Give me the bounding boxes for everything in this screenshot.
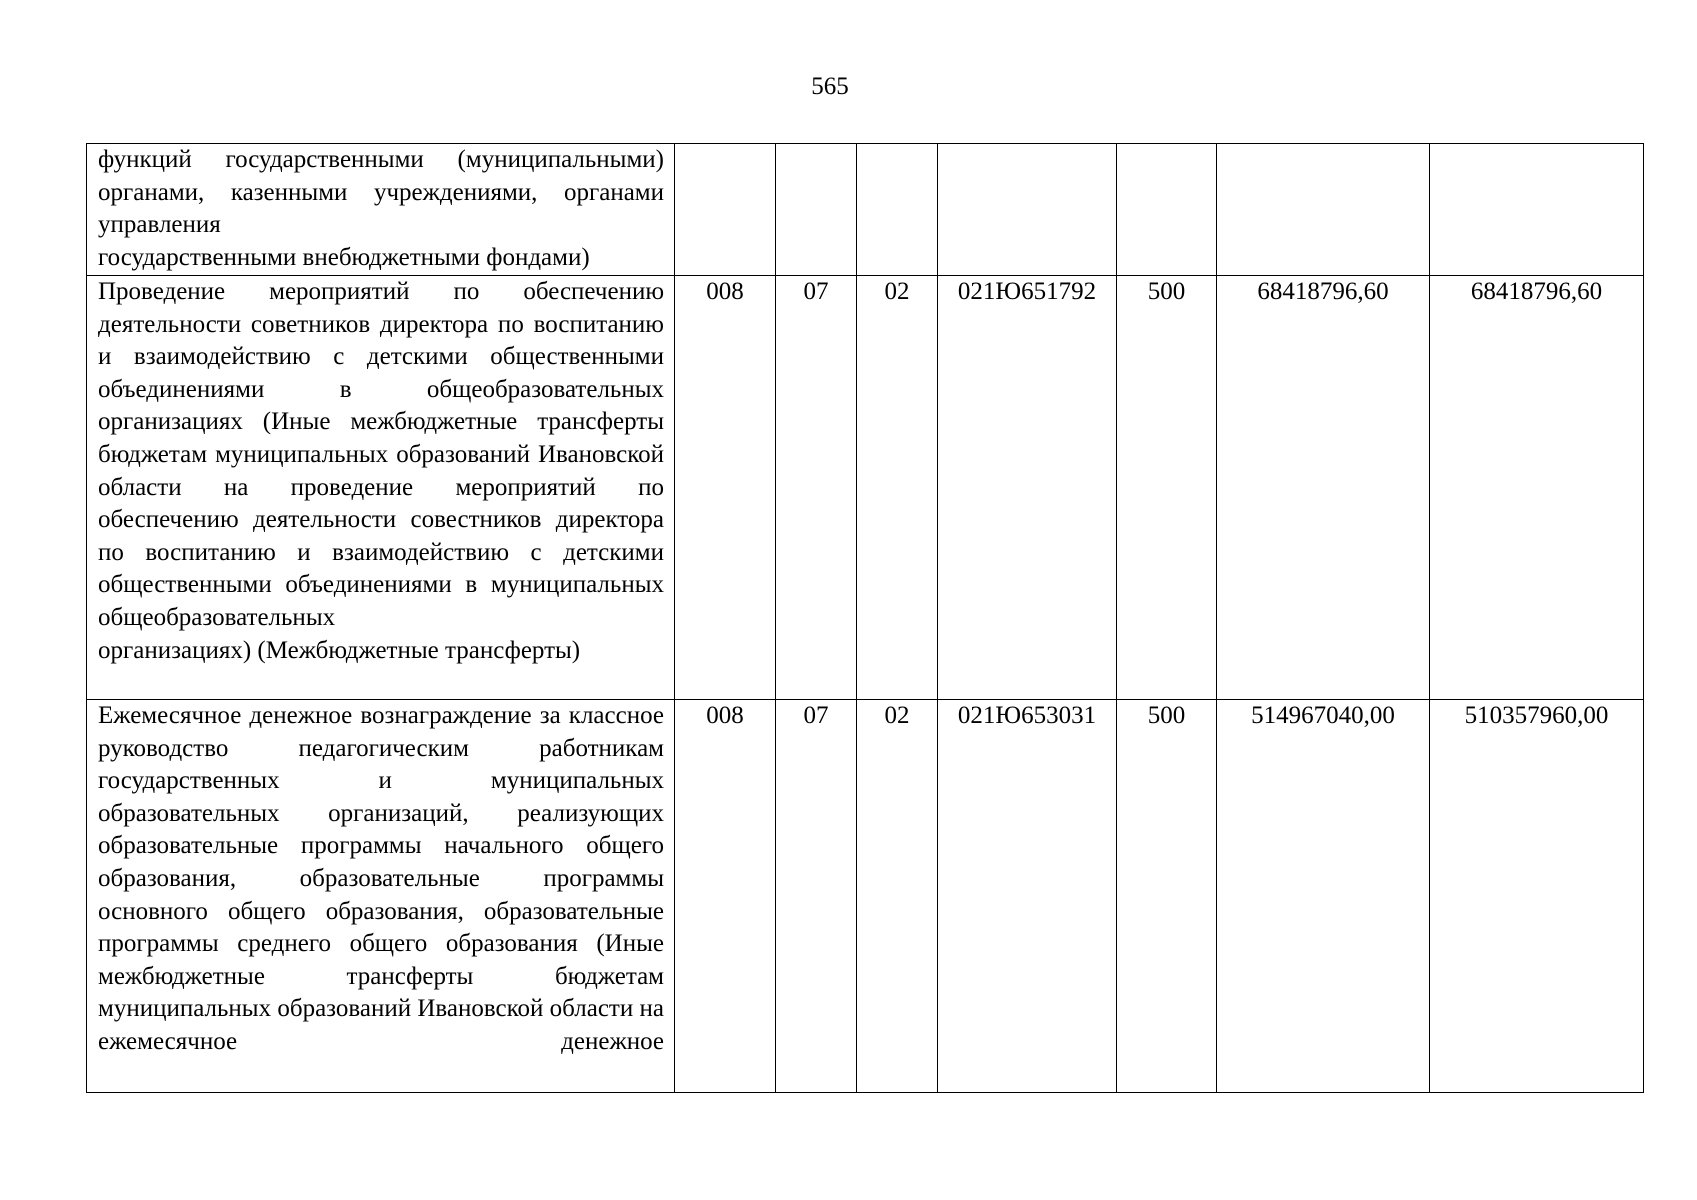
- ministry-code: [675, 144, 776, 276]
- amount-1: 68418796,60: [1217, 276, 1430, 700]
- subsection-code: 02: [857, 700, 938, 1093]
- amount-2: 68418796,60: [1430, 276, 1644, 700]
- expense-type-code: 500: [1117, 700, 1217, 1093]
- description-last-line: организациях) (Межбюджетные трансферты): [98, 636, 581, 664]
- amount-1: [1217, 144, 1430, 276]
- table-row: [87, 700, 1644, 1093]
- description-text: Проведение мероприятий по обеспечению деятельности советников директора по воспитанию и взаимодействию с детскими общественными объединениями в общеобразовательных организациях (Иные межбюджетные трансферты бюджетам муниципальных образований Ивановской области на проведение мероприятий по обеспечению деятельности совестников директора по воспитанию и взаимодействию с детскими общественными объединениями в муниципальных общеобразовательных: [98, 278, 664, 631]
- section-code: [776, 144, 857, 276]
- section-code: 07: [776, 276, 857, 700]
- page-number: 565: [811, 73, 849, 100]
- row-description: [87, 144, 675, 276]
- expense-type-code: 500: [1117, 276, 1217, 700]
- row-description: [87, 700, 675, 1093]
- ministry-code: 008: [675, 276, 776, 700]
- subsection-code: 02: [857, 276, 938, 700]
- description-text: функций государственными (муниципальными) органами, казенными учреждениями, органами управления: [98, 146, 664, 239]
- budget-table: [86, 143, 1644, 1093]
- expense-type-code: [1117, 144, 1217, 276]
- section-code: 07: [776, 700, 857, 1093]
- description-text: Ежемесячное денежное вознаграждение за классное руководство педагогическим работникам государственных и муниципальных образовательных организаций, реализующих образовательные программы начального общего образования, образовательные программы основного общего образования, образовательные программы среднего общего образования (Иные межбюджетные трансферты бюджетам муниципальных образований Ивановской области на ежемесячное денежное: [98, 702, 664, 1055]
- amount-1: 514967040,00: [1217, 700, 1430, 1093]
- target-article-code: 021Ю651792: [938, 276, 1117, 700]
- target-article-code: [938, 144, 1117, 276]
- amount-2: [1430, 144, 1644, 276]
- row-description: [87, 276, 675, 700]
- table-row: [87, 144, 1644, 276]
- subsection-code: [857, 144, 938, 276]
- description-last-line: государственными внебюджетными фондами): [98, 243, 590, 271]
- table-row: [87, 276, 1644, 700]
- target-article-code: 021Ю653031: [938, 700, 1117, 1093]
- amount-2: 510357960,00: [1430, 700, 1644, 1093]
- ministry-code: 008: [675, 700, 776, 1093]
